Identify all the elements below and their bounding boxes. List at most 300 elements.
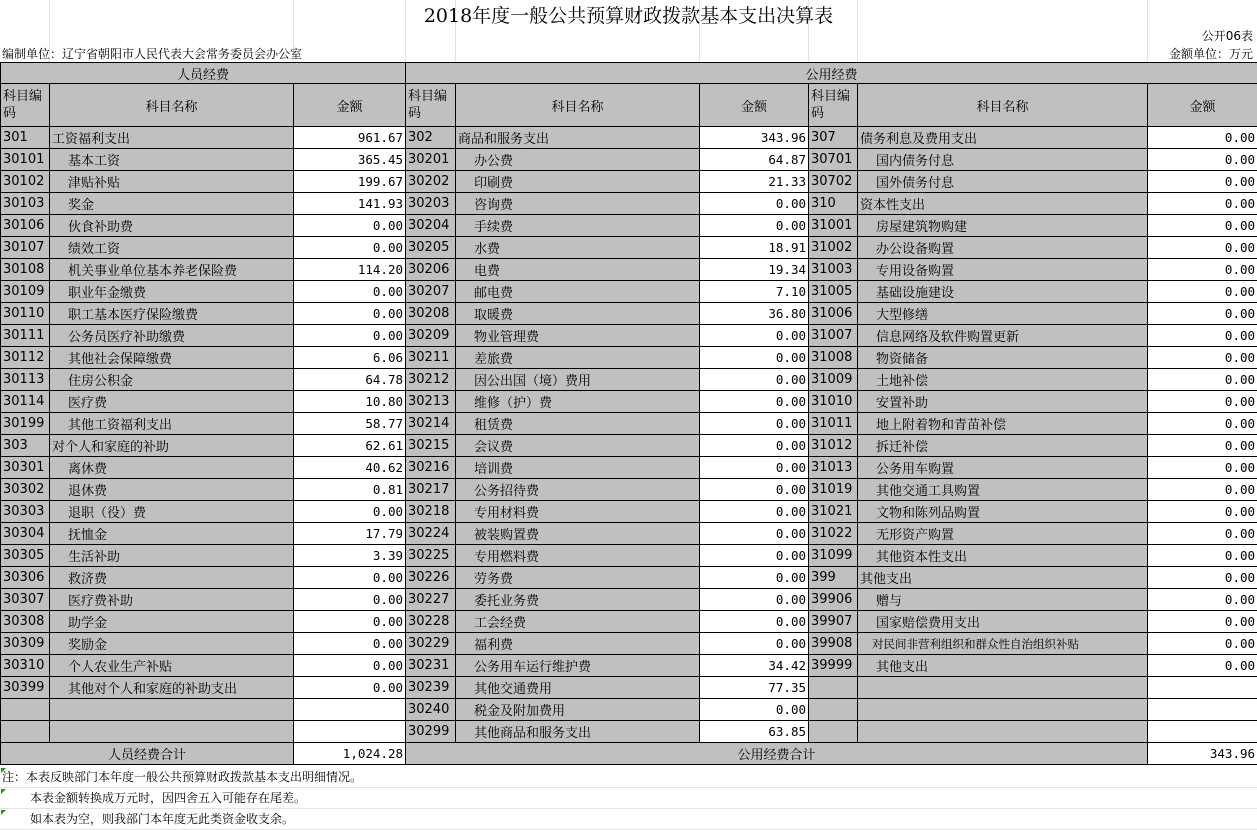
table-row xyxy=(1,567,1257,589)
subject-name: 机关事业单位基本养老保险费 xyxy=(50,259,294,281)
amount-value xyxy=(1148,721,1257,743)
amount-value: 0.00 xyxy=(700,523,809,545)
subject-code: 30112 xyxy=(1,347,50,369)
amount-value: 141.93 xyxy=(294,193,406,215)
amount-value: 0.00 xyxy=(1148,171,1257,193)
subject-name: 助学金 xyxy=(50,611,294,633)
public-total-value: 343.96 xyxy=(1148,743,1257,765)
amount-value xyxy=(294,699,406,721)
amount-value: 0.00 xyxy=(294,237,406,259)
col-header-amount: 金额 xyxy=(700,84,809,127)
col-header-amount: 金额 xyxy=(294,84,406,127)
table-row xyxy=(1,193,1257,215)
subject-code: 30214 xyxy=(406,413,456,435)
table-row xyxy=(1,259,1257,281)
subject-code: 31008 xyxy=(809,347,858,369)
subject-name: 其他交通费用 xyxy=(456,677,700,699)
subject-code: 303 xyxy=(1,435,50,457)
subject-code: 30114 xyxy=(1,391,50,413)
amount-value: 6.06 xyxy=(294,347,406,369)
cell-comment-marker xyxy=(1,810,6,815)
subject-code: 31009 xyxy=(809,369,858,391)
amount-value: 0.00 xyxy=(1148,501,1257,523)
subject-name: 生活补助 xyxy=(50,545,294,567)
table-row xyxy=(1,699,1257,721)
subject-name: 抚恤金 xyxy=(50,523,294,545)
amount-value: 0.81 xyxy=(294,479,406,501)
subject-code: 30113 xyxy=(1,369,50,391)
table-row xyxy=(1,127,1257,149)
amount-value xyxy=(1148,699,1257,721)
subject-name: 住房公积金 xyxy=(50,369,294,391)
subject-code: 30702 xyxy=(809,171,858,193)
amount-value: 114.20 xyxy=(294,259,406,281)
subject-name: 其他支出 xyxy=(858,655,1148,677)
amount-value: 365.45 xyxy=(294,149,406,171)
subject-name: 其他社会保障缴费 xyxy=(50,347,294,369)
subject-code: 30240 xyxy=(406,699,456,721)
subject-code: 39908 xyxy=(809,633,858,655)
subject-name: 办公设备购置 xyxy=(858,237,1148,259)
subject-name: 其他工资福利支出 xyxy=(50,413,294,435)
amount-value: 0.00 xyxy=(700,501,809,523)
subject-code: 30227 xyxy=(406,589,456,611)
subject-code: 30306 xyxy=(1,567,50,589)
col-header-code: 科目编码 xyxy=(1,84,50,127)
subject-code: 30102 xyxy=(1,171,50,193)
amount-value: 0.00 xyxy=(1148,545,1257,567)
subject-name: 职业年金缴费 xyxy=(50,281,294,303)
subject-code: 30224 xyxy=(406,523,456,545)
subject-code: 30701 xyxy=(809,149,858,171)
amount-value: 34.42 xyxy=(700,655,809,677)
subject-code xyxy=(809,677,858,699)
table-row xyxy=(1,523,1257,545)
subject-name: 其他支出 xyxy=(858,567,1148,589)
table-row xyxy=(1,633,1257,655)
amount-value: 0.00 xyxy=(700,391,809,413)
amount-value: 64.78 xyxy=(294,369,406,391)
subject-name: 退职（役）费 xyxy=(50,501,294,523)
amount-value: 0.00 xyxy=(700,611,809,633)
notes xyxy=(0,767,1257,830)
subject-code: 30225 xyxy=(406,545,456,567)
amount-value: 0.00 xyxy=(1148,391,1257,413)
subject-code: 31006 xyxy=(809,303,858,325)
table-row xyxy=(1,611,1257,633)
amount-value: 0.00 xyxy=(700,479,809,501)
subject-code: 30310 xyxy=(1,655,50,677)
amount-value: 0.00 xyxy=(294,655,406,677)
amount-value: 0.00 xyxy=(1148,325,1257,347)
subject-name: 奖金 xyxy=(50,193,294,215)
subject-name: 基本工资 xyxy=(50,149,294,171)
personnel-total-label: 人员经费合计 xyxy=(1,743,294,765)
subject-name: 离休费 xyxy=(50,457,294,479)
amount-value: 0.00 xyxy=(1148,413,1257,435)
subject-code: 30209 xyxy=(406,325,456,347)
amount-value: 3.39 xyxy=(294,545,406,567)
table-row xyxy=(1,369,1257,391)
subject-code: 31013 xyxy=(809,457,858,479)
subject-code: 39907 xyxy=(809,611,858,633)
column-header-row xyxy=(1,84,1257,127)
subject-name xyxy=(858,699,1148,721)
subject-name: 工会经费 xyxy=(456,611,700,633)
subject-name: 公务招待费 xyxy=(456,479,700,501)
subject-name: 物业管理费 xyxy=(456,325,700,347)
col-header-code: 科目编码 xyxy=(406,84,456,127)
subject-name: 国家赔偿费用支出 xyxy=(858,611,1148,633)
amount-value: 0.00 xyxy=(700,369,809,391)
public-section-header: 公用经费 xyxy=(406,63,1257,84)
table-title: 2018年度一般公共预算财政拨款基本支出决算表 xyxy=(0,0,1257,32)
subject-code: 30309 xyxy=(1,633,50,655)
subject-code: 30304 xyxy=(1,523,50,545)
subject-name: 办公费 xyxy=(456,149,700,171)
subject-code: 30218 xyxy=(406,501,456,523)
subject-name: 税金及附加费用 xyxy=(456,699,700,721)
subject-code: 30101 xyxy=(1,149,50,171)
subject-name xyxy=(50,699,294,721)
subject-code: 307 xyxy=(809,127,858,149)
table-row xyxy=(1,655,1257,677)
subject-name: 维修（护）费 xyxy=(456,391,700,413)
table-row xyxy=(1,479,1257,501)
amount-value: 0.00 xyxy=(294,215,406,237)
subject-code: 30206 xyxy=(406,259,456,281)
note-text: 如本表为空，则我部门本年度无此类资金收支余。 xyxy=(0,812,294,826)
note-line xyxy=(0,788,1257,809)
subject-name: 其他商品和服务支出 xyxy=(456,721,700,743)
amount-value: 0.00 xyxy=(700,699,809,721)
compiling-unit: 编制单位：辽宁省朝阳市人民代表大会常务委员会办公室 xyxy=(2,45,302,62)
amount-value: 0.00 xyxy=(294,303,406,325)
expenditure-table xyxy=(0,62,1257,765)
table-row xyxy=(1,457,1257,479)
subject-code: 30228 xyxy=(406,611,456,633)
amount-value: 343.96 xyxy=(700,127,809,149)
amount-value: 0.00 xyxy=(700,589,809,611)
subject-name: 专用材料费 xyxy=(456,501,700,523)
amount-value: 62.61 xyxy=(294,435,406,457)
subject-code: 399 xyxy=(809,567,858,589)
amount-value: 0.00 xyxy=(294,325,406,347)
subject-name: 国内债务付息 xyxy=(858,149,1148,171)
subject-code: 39999 xyxy=(809,655,858,677)
subject-code: 31001 xyxy=(809,215,858,237)
subject-name: 信息网络及软件购置更新 xyxy=(858,325,1148,347)
subject-code xyxy=(809,721,858,743)
amount-value: 0.00 xyxy=(1148,259,1257,281)
subject-name: 职工基本医疗保险缴费 xyxy=(50,303,294,325)
subject-name: 文物和陈列品购置 xyxy=(858,501,1148,523)
amount-value: 0.00 xyxy=(700,545,809,567)
amount-value: 19.34 xyxy=(700,259,809,281)
subject-code: 31005 xyxy=(809,281,858,303)
table-row xyxy=(1,435,1257,457)
section-header-row xyxy=(1,63,1257,84)
col-header-name: 科目名称 xyxy=(858,84,1148,127)
subject-name: 地上附着物和青苗补偿 xyxy=(858,413,1148,435)
subject-name: 退休费 xyxy=(50,479,294,501)
subject-name: 拆迁补偿 xyxy=(858,435,1148,457)
table-row xyxy=(1,171,1257,193)
amount-value: 21.33 xyxy=(700,171,809,193)
subject-code: 30201 xyxy=(406,149,456,171)
subject-name: 专用燃料费 xyxy=(456,545,700,567)
subject-name: 租赁费 xyxy=(456,413,700,435)
subject-code: 30217 xyxy=(406,479,456,501)
subject-code: 30111 xyxy=(1,325,50,347)
amount-value: 0.00 xyxy=(700,215,809,237)
subject-code: 30213 xyxy=(406,391,456,413)
form-code: 公开06表 xyxy=(1202,27,1253,44)
amount-value: 0.00 xyxy=(700,457,809,479)
subject-code: 30399 xyxy=(1,677,50,699)
subject-name: 房屋建筑物购建 xyxy=(858,215,1148,237)
amount-value: 0.00 xyxy=(700,435,809,457)
col-header-amount: 金额 xyxy=(1148,84,1257,127)
subject-name: 个人农业生产补贴 xyxy=(50,655,294,677)
subject-code: 302 xyxy=(406,127,456,149)
subject-name: 商品和服务支出 xyxy=(456,127,700,149)
amount-value xyxy=(294,721,406,743)
col-header-name: 科目名称 xyxy=(456,84,700,127)
subject-name: 培训费 xyxy=(456,457,700,479)
amount-value: 0.00 xyxy=(700,347,809,369)
subject-name: 医疗费补助 xyxy=(50,589,294,611)
table-row xyxy=(1,237,1257,259)
amount-value: 40.62 xyxy=(294,457,406,479)
subject-name: 其他对个人和家庭的补助支出 xyxy=(50,677,294,699)
subject-code: 30212 xyxy=(406,369,456,391)
subject-code: 30107 xyxy=(1,237,50,259)
subject-code: 30203 xyxy=(406,193,456,215)
amount-value: 0.00 xyxy=(700,325,809,347)
subject-code: 30205 xyxy=(406,237,456,259)
table-row xyxy=(1,721,1257,743)
amount-value: 17.79 xyxy=(294,523,406,545)
subject-code: 31003 xyxy=(809,259,858,281)
amount-value: 0.00 xyxy=(1148,369,1257,391)
subject-code: 30110 xyxy=(1,303,50,325)
amount-value: 77.35 xyxy=(700,677,809,699)
subject-code: 31099 xyxy=(809,545,858,567)
subject-code: 30215 xyxy=(406,435,456,457)
amount-value: 64.87 xyxy=(700,149,809,171)
subject-name: 伙食补助费 xyxy=(50,215,294,237)
subject-code: 30299 xyxy=(406,721,456,743)
note-line xyxy=(0,767,1257,788)
subject-code: 30302 xyxy=(1,479,50,501)
subject-name: 资本性支出 xyxy=(858,193,1148,215)
subject-name: 国外债务付息 xyxy=(858,171,1148,193)
subject-name: 咨询费 xyxy=(456,193,700,215)
subject-name: 救济费 xyxy=(50,567,294,589)
amount-value: 0.00 xyxy=(1148,215,1257,237)
subject-name: 对民间非营利组织和群众性自治组织补贴 xyxy=(858,633,1148,655)
amount-value: 0.00 xyxy=(1148,435,1257,457)
subject-code: 31007 xyxy=(809,325,858,347)
table-row xyxy=(1,391,1257,413)
amount-value: 7.10 xyxy=(700,281,809,303)
subject-code: 30204 xyxy=(406,215,456,237)
subject-code: 30305 xyxy=(1,545,50,567)
amount-value: 0.00 xyxy=(294,567,406,589)
subject-name xyxy=(858,721,1148,743)
subject-code: 30109 xyxy=(1,281,50,303)
subject-code: 31011 xyxy=(809,413,858,435)
subject-name: 水费 xyxy=(456,237,700,259)
amount-value: 0.00 xyxy=(1148,281,1257,303)
amount-value: 0.00 xyxy=(1148,149,1257,171)
amount-value: 0.00 xyxy=(294,281,406,303)
table-row xyxy=(1,501,1257,523)
public-total-label: 公用经费合计 xyxy=(406,743,1148,765)
subject-name: 会议费 xyxy=(456,435,700,457)
subject-code: 30303 xyxy=(1,501,50,523)
amount-value: 0.00 xyxy=(700,567,809,589)
subject-code: 30231 xyxy=(406,655,456,677)
subject-name xyxy=(858,677,1148,699)
amount-value: 0.00 xyxy=(294,611,406,633)
subject-name: 印刷费 xyxy=(456,171,700,193)
subject-name: 劳务费 xyxy=(456,567,700,589)
subject-name: 专用设备购置 xyxy=(858,259,1148,281)
note-text: 本表金额转换成万元时，因四舍五入可能存在尾差。 xyxy=(0,791,306,805)
subject-name: 其他资本性支出 xyxy=(858,545,1148,567)
amount-value: 0.00 xyxy=(294,589,406,611)
amount-value: 0.00 xyxy=(1148,611,1257,633)
subject-name: 工资福利支出 xyxy=(50,127,294,149)
personnel-section-header: 人员经费 xyxy=(1,63,406,84)
subject-code: 301 xyxy=(1,127,50,149)
amount-value: 0.00 xyxy=(1148,347,1257,369)
subject-name: 公务用车购置 xyxy=(858,457,1148,479)
table-row xyxy=(1,677,1257,699)
amount-value: 0.00 xyxy=(700,633,809,655)
col-header-name: 科目名称 xyxy=(50,84,294,127)
subject-name: 对个人和家庭的补助 xyxy=(50,435,294,457)
subject-name: 委托业务费 xyxy=(456,589,700,611)
subject-code: 31002 xyxy=(809,237,858,259)
subject-name: 电费 xyxy=(456,259,700,281)
table-row xyxy=(1,149,1257,171)
subject-name: 大型修缮 xyxy=(858,303,1148,325)
subject-code: 30301 xyxy=(1,457,50,479)
table-row xyxy=(1,589,1257,611)
subject-code: 30308 xyxy=(1,611,50,633)
subject-code xyxy=(1,721,50,743)
subject-code: 31019 xyxy=(809,479,858,501)
amount-value: 0.00 xyxy=(1148,479,1257,501)
amount-value: 199.67 xyxy=(294,171,406,193)
amount-value: 58.77 xyxy=(294,413,406,435)
subject-name: 公务员医疗补助缴费 xyxy=(50,325,294,347)
subject-code: 30307 xyxy=(1,589,50,611)
subject-name: 债务利息及费用支出 xyxy=(858,127,1148,149)
subject-name: 土地补偿 xyxy=(858,369,1148,391)
subject-code: 30208 xyxy=(406,303,456,325)
subject-code: 31022 xyxy=(809,523,858,545)
table-row xyxy=(1,215,1257,237)
amount-unit: 金额单位：万元 xyxy=(1169,45,1253,62)
personnel-total-value: 1,024.28 xyxy=(294,743,406,765)
amount-value: 961.67 xyxy=(294,127,406,149)
amount-value: 0.00 xyxy=(700,413,809,435)
subject-name: 因公出国（境）费用 xyxy=(456,369,700,391)
note-text: 注：本表反映部门本年度一般公共预算财政拨款基本支出明细情况。 xyxy=(0,770,362,784)
amount-value: 18.91 xyxy=(700,237,809,259)
amount-value: 0.00 xyxy=(294,501,406,523)
amount-value xyxy=(1148,677,1257,699)
amount-value: 0.00 xyxy=(1148,457,1257,479)
subject-name: 其他交通工具购置 xyxy=(858,479,1148,501)
amount-value: 0.00 xyxy=(1148,655,1257,677)
subject-name: 邮电费 xyxy=(456,281,700,303)
table-row xyxy=(1,413,1257,435)
subject-name: 安置补助 xyxy=(858,391,1148,413)
amount-value: 0.00 xyxy=(294,633,406,655)
subject-code: 30106 xyxy=(1,215,50,237)
amount-value: 0.00 xyxy=(1148,589,1257,611)
subject-code: 30229 xyxy=(406,633,456,655)
table-row xyxy=(1,325,1257,347)
amount-value: 0.00 xyxy=(1148,127,1257,149)
amount-value: 0.00 xyxy=(1148,193,1257,215)
amount-value: 0.00 xyxy=(1148,567,1257,589)
subject-code: 31021 xyxy=(809,501,858,523)
table-row xyxy=(1,347,1257,369)
amount-value: 0.00 xyxy=(700,193,809,215)
totals-row xyxy=(1,743,1257,765)
subject-code: 30202 xyxy=(406,171,456,193)
subject-name: 福利费 xyxy=(456,633,700,655)
amount-value: 0.00 xyxy=(1148,523,1257,545)
cell-comment-marker xyxy=(1,768,6,773)
subject-code: 30211 xyxy=(406,347,456,369)
subject-code: 39906 xyxy=(809,589,858,611)
subject-name: 医疗费 xyxy=(50,391,294,413)
table-row xyxy=(1,281,1257,303)
subject-name: 公务用车运行维护费 xyxy=(456,655,700,677)
subject-name: 被装购置费 xyxy=(456,523,700,545)
col-header-code: 科目编码 xyxy=(809,84,858,127)
subject-code xyxy=(809,699,858,721)
amount-value: 0.00 xyxy=(1148,633,1257,655)
subject-code xyxy=(1,699,50,721)
subject-code: 30108 xyxy=(1,259,50,281)
amount-value: 0.00 xyxy=(1148,303,1257,325)
subject-name: 津贴补贴 xyxy=(50,171,294,193)
subject-name: 基础设施建设 xyxy=(858,281,1148,303)
subject-name: 差旅费 xyxy=(456,347,700,369)
subject-code: 30226 xyxy=(406,567,456,589)
subject-name: 取暖费 xyxy=(456,303,700,325)
subject-code: 30199 xyxy=(1,413,50,435)
subject-code: 31010 xyxy=(809,391,858,413)
amount-value: 63.85 xyxy=(700,721,809,743)
subject-name: 绩效工资 xyxy=(50,237,294,259)
subject-code: 31012 xyxy=(809,435,858,457)
subject-name: 奖励金 xyxy=(50,633,294,655)
amount-value: 0.00 xyxy=(294,677,406,699)
table-row xyxy=(1,545,1257,567)
subject-name xyxy=(50,721,294,743)
subject-code: 30216 xyxy=(406,457,456,479)
amount-value: 36.80 xyxy=(700,303,809,325)
